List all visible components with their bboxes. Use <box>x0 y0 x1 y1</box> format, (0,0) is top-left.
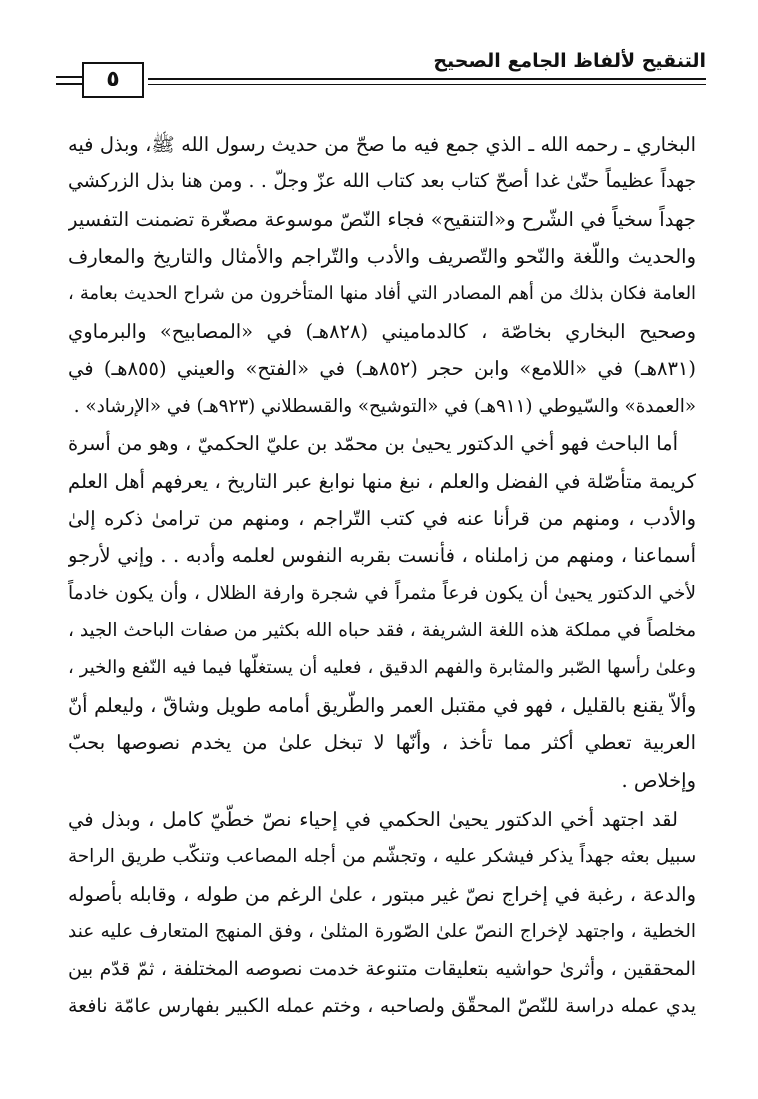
text-line: المحققين ، وأثرىٰ حواشيه بتعليقات متنوعة خدمت نصوصه المختلفة ، ثمّ قدّم بين <box>68 958 696 980</box>
text-line: العامة فكان بذلك من أهم المصادر التي أفاد منها المتأخرون من شراح الحديث بعامة ، <box>68 283 696 304</box>
text-line: أسماعنا ، ومنهم من زاملناه ، فأنست بقربه النفوس لعلمه وأدبه . . وإني لأرجو <box>68 544 696 568</box>
header-title: التنقيح لألفاظ الجامع الصحيح <box>433 50 706 72</box>
text-line: «العمدة» والسّيوطي (٩١١هـ) في «التوشيح» والقسطلاني (٩٢٣هـ) في «الإرشاد» . <box>73 395 696 417</box>
running-header <box>56 48 706 100</box>
page-number: ٥ <box>82 62 144 98</box>
paragraph <box>68 801 696 1025</box>
text-line: لأخي الدكتور يحيىٰ أن يكون فرعاً مثمراً في شجرة وارفة الظلال ، وأن يكون خادماً <box>68 582 696 604</box>
header-rule-thin <box>148 84 706 85</box>
text-line: وعلىٰ رأسها الصّبر والمثابرة والفهم الدقيق ، فعليه أن يستغلّها فيما فيه النّفع والخير ، <box>68 657 696 679</box>
body-text <box>68 126 696 1025</box>
text-line: البخاري ـ رحمه الله ـ الذي جمع فيه ما صحّ من حديث رسول الله ﷺ، وبذل فيه <box>68 133 696 156</box>
text-line: العربية تعطي أكثر مما تأخذ ، وأنّها لا تبخل علىٰ من يخدم نصوصها بحبّ <box>68 731 696 755</box>
page-number-rule <box>56 83 82 85</box>
text-line: مخلصاً في مملكة هذه اللغة الشريفة ، فقد حباه الله بكثير من صفات الباحث الجيد ، <box>68 620 696 642</box>
text-line: وألاّ يقنع بالقليل ، فهو في مقتبل العمر والطّريق أمامه طويل وشاقّ ، وليعلم أنّ <box>68 693 696 717</box>
text-line: والحديث واللّغة والنّحو والتّصريف والأدب والتّراجم والأمثال والتاريخ والمعارف <box>68 245 696 269</box>
paragraph <box>68 425 696 799</box>
header-rule <box>148 78 706 80</box>
text-line: أما الباحث فهو أخي الدكتور يحيىٰ بن محمّد بن عليّ الحكميّ ، وهو من أسرة <box>68 432 678 456</box>
text-line: (٨٣١هـ) في «اللامع» وابن حجر (٨٥٢هـ) في «الفتح» والعيني (٨٥٥هـ) في <box>68 357 696 381</box>
text-line: لقد اجتهد أخي الدكتور يحيىٰ الحكمي في إحياء نصّ خطّيّ كامل ، وبذل في <box>68 808 678 832</box>
text-line: يدي عمله دراسة للنّصّ المحقّق ولصاحبه ، وختم عمله الكبير بفهارس عامّة نافعة <box>68 994 696 1017</box>
text-line: سبيل بعثه جهداً يذكر فيشكر عليه ، وتجشّم من أجله المصاعب وتنكّب طريق الراحة <box>68 846 696 868</box>
page-number-rule <box>56 76 82 78</box>
text-line: كريمة متأصّلة في الفضل والعلم ، نبغ منها نوابغ عبر التاريخ ، يعرفهم أهل العلم <box>68 469 696 493</box>
text-line: الخطية ، واجتهد لإخراج النصّ علىٰ الصّورة المثلىٰ ، وفق المنهج المتعارف عليه عند <box>68 921 696 943</box>
text-line: جهداً عظيماً حتّىٰ غدا أصحّ كتاب بعد كتاب الله عزّ وجلّ . . ومن هنا بذل الزركشي <box>68 171 696 193</box>
text-line: وصحيح البخاري بخاصّة ، كالدماميني (٨٢٨هـ) في «المصابيح» والبرماوي <box>68 319 696 343</box>
text-line: وإخلاص . <box>621 768 696 792</box>
text-line: والأدب ، ومنهم من قرأنا عنه في كتب التّراجم ، ومنهم من ترامىٰ ذكره إلىٰ <box>68 506 696 530</box>
text-line: جهداً سخياً في الشّرح و«التنقيح» فجاء النّصّ موسوعة مصغّرة تضمنت التفسير <box>68 207 696 231</box>
paragraph <box>68 126 696 425</box>
text-line: والدعة ، رغبة في إخراج نصّ غير مبتور ، علىٰ الرغم من طوله ، وقابله بأصوله <box>68 882 696 906</box>
